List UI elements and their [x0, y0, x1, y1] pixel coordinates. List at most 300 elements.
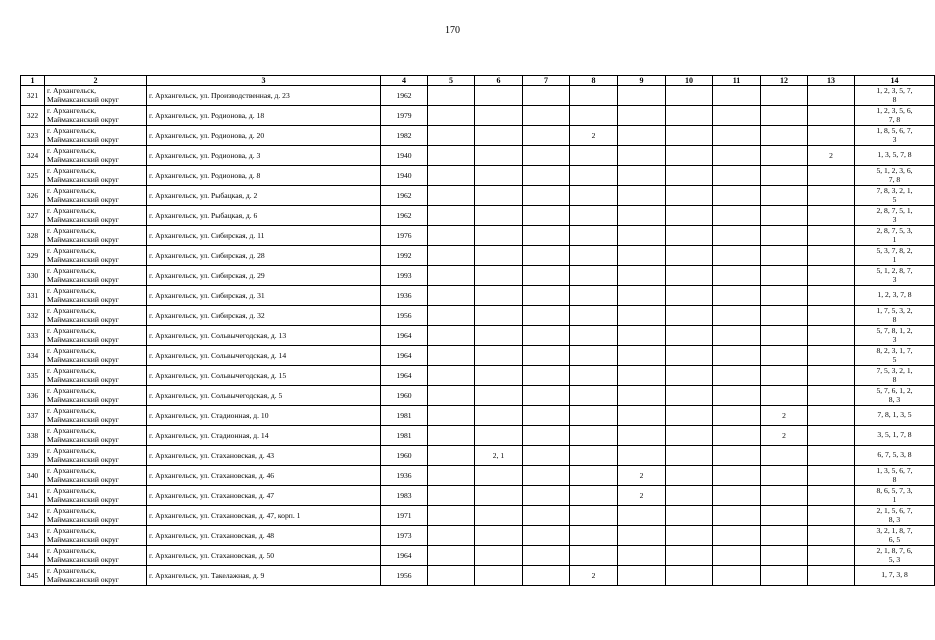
column-14-cell-line: 1: [892, 494, 897, 504]
column-10-cell: [666, 366, 713, 386]
column-6-cell: [475, 506, 523, 526]
table-row: [21, 206, 935, 226]
district-cell-line: г. Архангельск,: [47, 106, 97, 115]
column-6-cell: [475, 126, 523, 146]
column-9-cell: [618, 266, 666, 286]
column-8-cell: [570, 466, 618, 486]
address-cell: г. Архангельск, ул. Сольвычегодская, д. 14: [147, 346, 381, 366]
row-number-cell: 343: [21, 526, 45, 546]
column-6-cell: [475, 266, 523, 286]
column-14-cell: [855, 126, 935, 146]
column-14-cell: [855, 186, 935, 206]
row-number-cell: 330: [21, 266, 45, 286]
address-cell: г. Архангельск, ул. Стахановская, д. 48: [147, 526, 381, 546]
column-12-cell: [761, 366, 808, 386]
column-14-cell-line: 2, 8, 7, 5, 3,: [876, 226, 913, 235]
column-14-cell: [855, 486, 935, 506]
column-8-cell: [570, 166, 618, 186]
column-14-cell-line: 3: [892, 334, 897, 344]
column-13-cell: [808, 486, 855, 506]
column-6-cell: [475, 426, 523, 446]
row-number-cell: 338: [21, 426, 45, 446]
column-5-cell: [428, 266, 475, 286]
column-13-cell: [808, 506, 855, 526]
column-13-cell: [808, 526, 855, 546]
column-8-cell: [570, 326, 618, 346]
column-9-cell: [618, 306, 666, 326]
column-14-cell-line: 8: [892, 474, 897, 484]
district-cell-line: Маймаксанский округ: [47, 354, 119, 364]
column-7-cell: [523, 126, 570, 146]
column-5-cell: [428, 226, 475, 246]
column-13-cell: [808, 326, 855, 346]
table-row: [21, 166, 935, 186]
column-13-cell: [808, 246, 855, 266]
district-cell: [45, 546, 147, 566]
table-row: [21, 406, 935, 426]
address-cell: г. Архангельск, ул. Сибирская, д. 29: [147, 266, 381, 286]
column-7-cell: [523, 406, 570, 426]
district-cell: [45, 86, 147, 106]
address-cell: г. Архангельск, ул. Стадионная, д. 14: [147, 426, 381, 446]
address-cell: г. Архангельск, ул. Стахановская, д. 47, корп. 1: [147, 506, 381, 526]
column-11-cell: [713, 186, 761, 206]
year-cell: 1964: [381, 346, 428, 366]
column-header-12: 12: [761, 76, 808, 86]
district-cell: [45, 526, 147, 546]
column-14-cell: [855, 106, 935, 126]
column-14-cell-line: 3, 2, 1, 8, 7,: [876, 526, 913, 535]
column-13-cell: [808, 446, 855, 466]
district-cell-line: г. Архангельск,: [47, 466, 97, 475]
column-9-cell: [618, 226, 666, 246]
district-cell: [45, 446, 147, 466]
column-12-cell: [761, 106, 808, 126]
column-9-cell: [618, 106, 666, 126]
district-cell: [45, 266, 147, 286]
column-7-cell: [523, 446, 570, 466]
column-9-cell: [618, 246, 666, 266]
table-row: [21, 186, 935, 206]
table-row: [21, 266, 935, 286]
column-13-cell: [808, 566, 855, 586]
column-8-cell: [570, 266, 618, 286]
district-cell-line: г. Архангельск,: [47, 206, 97, 215]
address-cell: г. Архангельск, ул. Такелажная, д. 9: [147, 566, 381, 586]
column-12-cell: [761, 226, 808, 246]
address-cell: г. Архангельск, ул. Сибирская, д. 28: [147, 246, 381, 266]
column-5-cell: [428, 366, 475, 386]
column-5-cell: [428, 286, 475, 306]
column-13-cell: [808, 366, 855, 386]
column-14-cell-line: 1: [892, 254, 897, 264]
column-6-cell: [475, 86, 523, 106]
column-9-cell: [618, 326, 666, 346]
column-5-cell: [428, 206, 475, 226]
column-6-cell: [475, 166, 523, 186]
column-12-cell: [761, 186, 808, 206]
column-5-cell: [428, 326, 475, 346]
district-cell-line: Маймаксанский округ: [47, 254, 119, 264]
year-cell: 1960: [381, 446, 428, 466]
column-10-cell: [666, 466, 713, 486]
column-5-cell: [428, 566, 475, 586]
column-8-cell: [570, 546, 618, 566]
column-11-cell: [713, 526, 761, 546]
column-8-cell: [570, 206, 618, 226]
column-9-cell: [618, 406, 666, 426]
column-9-cell: [618, 386, 666, 406]
column-14-cell: [855, 146, 935, 166]
district-cell: [45, 486, 147, 506]
column-14-cell-line: 1, 7, 5, 3, 2,: [876, 306, 913, 315]
row-number-cell: 334: [21, 346, 45, 366]
column-5-cell: [428, 306, 475, 326]
table-row: [21, 86, 935, 106]
column-14-cell: [855, 506, 935, 526]
column-14-cell-line: 1, 2, 3, 7, 8: [877, 290, 912, 300]
address-cell: г. Архангельск, ул. Стадионная, д. 10: [147, 406, 381, 426]
district-cell-line: Маймаксанский округ: [47, 214, 119, 224]
address-cell: г. Архангельск, ул. Рыбацкая, д. 2: [147, 186, 381, 206]
column-header-6: 6: [475, 76, 523, 86]
table-row: [21, 346, 935, 366]
column-6-cell: [475, 286, 523, 306]
column-6-cell: [475, 526, 523, 546]
row-number-cell: 329: [21, 246, 45, 266]
district-cell-line: Маймаксанский округ: [47, 174, 119, 184]
column-14-cell: [855, 326, 935, 346]
column-6-cell: [475, 186, 523, 206]
district-cell-line: Маймаксанский округ: [47, 374, 119, 384]
column-13-cell: [808, 386, 855, 406]
district-cell: [45, 506, 147, 526]
column-14-cell-line: 1, 7, 3, 8: [881, 570, 908, 580]
column-11-cell: [713, 426, 761, 446]
column-8-cell: [570, 486, 618, 506]
district-cell-line: г. Архангельск,: [47, 526, 97, 535]
column-5-cell: [428, 406, 475, 426]
column-14-cell-line: 3: [892, 214, 897, 224]
row-number-cell: 321: [21, 86, 45, 106]
column-14-cell-line: 1, 3, 5, 6, 7,: [876, 466, 913, 475]
column-5-cell: [428, 126, 475, 146]
column-7-cell: [523, 106, 570, 126]
column-5-cell: [428, 446, 475, 466]
header-row: [21, 76, 935, 86]
address-cell: г. Архангельск, ул. Родионова, д. 3: [147, 146, 381, 166]
district-cell-line: г. Архангельск,: [47, 386, 97, 395]
column-10-cell: [666, 346, 713, 366]
column-10-cell: [666, 406, 713, 426]
column-14-cell: [855, 466, 935, 486]
column-11-cell: [713, 326, 761, 346]
address-cell: г. Архангельск, ул. Сольвычегодская, д. 15: [147, 366, 381, 386]
column-11-cell: [713, 546, 761, 566]
address-cell: г. Архангельск, ул. Стахановская, д. 47: [147, 486, 381, 506]
column-13-cell: [808, 346, 855, 366]
column-12-cell: [761, 346, 808, 366]
column-12-cell: 2: [761, 426, 808, 446]
column-12-cell: [761, 286, 808, 306]
column-14-cell-line: 8: [892, 374, 897, 384]
district-cell-line: Маймаксанский округ: [47, 94, 119, 104]
district-cell-line: г. Архангельск,: [47, 546, 97, 555]
column-8-cell: [570, 86, 618, 106]
year-cell: 1964: [381, 546, 428, 566]
column-10-cell: [666, 386, 713, 406]
district-cell-line: г. Архангельск,: [47, 86, 97, 95]
column-header-9: 9: [618, 76, 666, 86]
column-14-cell: [855, 306, 935, 326]
district-cell: [45, 166, 147, 186]
column-5-cell: [428, 186, 475, 206]
table-row: [21, 446, 935, 466]
column-11-cell: [713, 226, 761, 246]
column-10-cell: [666, 286, 713, 306]
year-cell: 1962: [381, 186, 428, 206]
column-14-cell-line: 7, 8: [888, 114, 901, 124]
district-cell-line: Маймаксанский округ: [47, 394, 119, 404]
column-5-cell: [428, 546, 475, 566]
column-9-cell: [618, 186, 666, 206]
column-12-cell: [761, 526, 808, 546]
year-cell: 1993: [381, 266, 428, 286]
column-9-cell: [618, 426, 666, 446]
column-7-cell: [523, 366, 570, 386]
district-cell-line: Маймаксанский округ: [47, 434, 119, 444]
column-11-cell: [713, 146, 761, 166]
column-10-cell: [666, 126, 713, 146]
column-12-cell: [761, 466, 808, 486]
column-10-cell: [666, 306, 713, 326]
column-14-cell-line: 1, 2, 3, 5, 6,: [876, 106, 913, 115]
column-14-cell: [855, 366, 935, 386]
column-14-cell-line: 8, 3: [888, 394, 901, 404]
year-cell: 1971: [381, 506, 428, 526]
district-cell: [45, 106, 147, 126]
district-cell-line: г. Архангельск,: [47, 266, 97, 275]
address-cell: г. Архангельск, ул. Рыбацкая, д. 6: [147, 206, 381, 226]
column-12-cell: [761, 246, 808, 266]
year-cell: 1976: [381, 226, 428, 246]
district-cell-line: Маймаксанский округ: [47, 194, 119, 204]
column-7-cell: [523, 506, 570, 526]
column-13-cell: 2: [808, 146, 855, 166]
address-cell: г. Архангельск, ул. Сибирская, д. 32: [147, 306, 381, 326]
year-cell: 1964: [381, 366, 428, 386]
column-14-cell: [855, 206, 935, 226]
column-8-cell: 2: [570, 566, 618, 586]
column-14-cell: [855, 266, 935, 286]
column-7-cell: [523, 226, 570, 246]
table-row: [21, 146, 935, 166]
column-13-cell: [808, 186, 855, 206]
column-7-cell: [523, 346, 570, 366]
table-row: [21, 546, 935, 566]
column-header-7: 7: [523, 76, 570, 86]
row-number-cell: 345: [21, 566, 45, 586]
column-14-cell: [855, 86, 935, 106]
column-12-cell: [761, 266, 808, 286]
column-11-cell: [713, 206, 761, 226]
column-14-cell-line: 3: [892, 134, 897, 144]
column-12-cell: [761, 166, 808, 186]
column-5-cell: [428, 346, 475, 366]
district-cell-line: г. Архангельск,: [47, 286, 97, 295]
district-cell: [45, 466, 147, 486]
column-14-cell: [855, 386, 935, 406]
column-6-cell: [475, 326, 523, 346]
column-7-cell: [523, 166, 570, 186]
column-9-cell: [618, 86, 666, 106]
district-cell-line: г. Архангельск,: [47, 446, 97, 455]
housing-registry-table: [20, 75, 935, 586]
column-14-cell-line: 7, 8, 3, 2, 1,: [876, 186, 913, 195]
column-14-cell: [855, 566, 935, 586]
address-cell: г. Архангельск, ул. Сибирская, д. 11: [147, 226, 381, 246]
column-5-cell: [428, 146, 475, 166]
column-13-cell: [808, 206, 855, 226]
column-11-cell: [713, 246, 761, 266]
column-8-cell: [570, 406, 618, 426]
column-6-cell: [475, 466, 523, 486]
row-number-cell: 325: [21, 166, 45, 186]
district-cell-line: Маймаксанский округ: [47, 554, 119, 564]
column-6-cell: [475, 366, 523, 386]
address-cell: г. Архангельск, ул. Стахановская, д. 50: [147, 546, 381, 566]
column-5-cell: [428, 486, 475, 506]
district-cell: [45, 566, 147, 586]
district-cell-line: Маймаксанский округ: [47, 414, 119, 424]
table-row: [21, 526, 935, 546]
column-14-cell-line: 7, 8: [888, 174, 901, 184]
column-5-cell: [428, 166, 475, 186]
column-13-cell: [808, 126, 855, 146]
column-14-cell-line: 7, 8, 1, 3, 5: [877, 410, 912, 420]
year-cell: 1964: [381, 326, 428, 346]
column-13-cell: [808, 426, 855, 446]
column-14-cell-line: 3, 5, 1, 7, 8: [877, 430, 912, 440]
district-cell-line: г. Архангельск,: [47, 186, 97, 195]
column-header-2: 2: [45, 76, 147, 86]
column-12-cell: [761, 206, 808, 226]
column-8-cell: [570, 306, 618, 326]
district-cell-line: г. Архангельск,: [47, 306, 97, 315]
column-10-cell: [666, 226, 713, 246]
column-8-cell: [570, 386, 618, 406]
table-row: [21, 386, 935, 406]
column-header-8: 8: [570, 76, 618, 86]
column-header-5: 5: [428, 76, 475, 86]
table-row: [21, 246, 935, 266]
column-11-cell: [713, 406, 761, 426]
table-row: [21, 106, 935, 126]
column-8-cell: [570, 226, 618, 246]
column-8-cell: [570, 146, 618, 166]
column-10-cell: [666, 206, 713, 226]
column-13-cell: [808, 466, 855, 486]
column-10-cell: [666, 106, 713, 126]
column-12-cell: [761, 546, 808, 566]
column-14-cell-line: 5, 7, 8, 1, 2,: [876, 326, 913, 335]
column-14-cell-line: 8, 6, 5, 7, 3,: [876, 486, 913, 495]
row-number-cell: 337: [21, 406, 45, 426]
column-9-cell: [618, 446, 666, 466]
year-cell: 1983: [381, 486, 428, 506]
column-14-cell-line: 8: [892, 314, 897, 324]
column-5-cell: [428, 466, 475, 486]
table-row: [21, 126, 935, 146]
column-5-cell: [428, 246, 475, 266]
column-10-cell: [666, 266, 713, 286]
column-5-cell: [428, 526, 475, 546]
year-cell: 1940: [381, 166, 428, 186]
column-8-cell: [570, 446, 618, 466]
column-14-cell-line: 1, 3, 5, 7, 8: [877, 150, 912, 160]
column-14-cell-line: 5, 7, 6, 1, 2,: [876, 386, 913, 395]
column-6-cell: [475, 566, 523, 586]
column-11-cell: [713, 366, 761, 386]
column-6-cell: [475, 206, 523, 226]
column-11-cell: [713, 386, 761, 406]
district-cell-line: Маймаксанский округ: [47, 494, 119, 504]
column-11-cell: [713, 306, 761, 326]
column-8-cell: [570, 506, 618, 526]
column-8-cell: [570, 366, 618, 386]
column-11-cell: [713, 506, 761, 526]
table-row: [21, 366, 935, 386]
row-number-cell: 332: [21, 306, 45, 326]
address-cell: г. Архангельск, ул. Стахановская, д. 43: [147, 446, 381, 466]
column-5-cell: [428, 426, 475, 446]
column-13-cell: [808, 166, 855, 186]
district-cell-line: г. Архангельск,: [47, 226, 97, 235]
column-header-4: 4: [381, 76, 428, 86]
column-14-cell: [855, 286, 935, 306]
column-11-cell: [713, 466, 761, 486]
column-14-cell: [855, 406, 935, 426]
column-14-cell-line: 1, 8, 5, 6, 7,: [876, 126, 913, 135]
column-7-cell: [523, 526, 570, 546]
column-6-cell: [475, 146, 523, 166]
column-14-cell: [855, 346, 935, 366]
column-9-cell: [618, 346, 666, 366]
column-11-cell: [713, 266, 761, 286]
address-cell: г. Архангельск, ул. Родионова, д. 20: [147, 126, 381, 146]
column-14-cell-line: 3: [892, 274, 897, 284]
column-14-cell-line: 5: [892, 354, 897, 364]
row-number-cell: 340: [21, 466, 45, 486]
column-14-cell-line: 2, 1, 5, 6, 7,: [876, 506, 913, 515]
column-11-cell: [713, 106, 761, 126]
column-8-cell: [570, 346, 618, 366]
column-7-cell: [523, 466, 570, 486]
column-7-cell: [523, 146, 570, 166]
column-header-11: 11: [713, 76, 761, 86]
column-13-cell: [808, 86, 855, 106]
district-cell-line: Маймаксанский округ: [47, 514, 119, 524]
column-14-cell-line: 7, 5, 3, 2, 1,: [876, 366, 913, 375]
district-cell: [45, 126, 147, 146]
address-cell: г. Архангельск, ул. Сибирская, д. 31: [147, 286, 381, 306]
table-row: [21, 486, 935, 506]
district-cell-line: Маймаксанский округ: [47, 114, 119, 124]
column-12-cell: [761, 386, 808, 406]
address-cell: г. Архангельск, ул. Родионова, д. 18: [147, 106, 381, 126]
column-14-cell-line: 6, 7, 5, 3, 8: [877, 450, 912, 460]
column-12-cell: [761, 146, 808, 166]
